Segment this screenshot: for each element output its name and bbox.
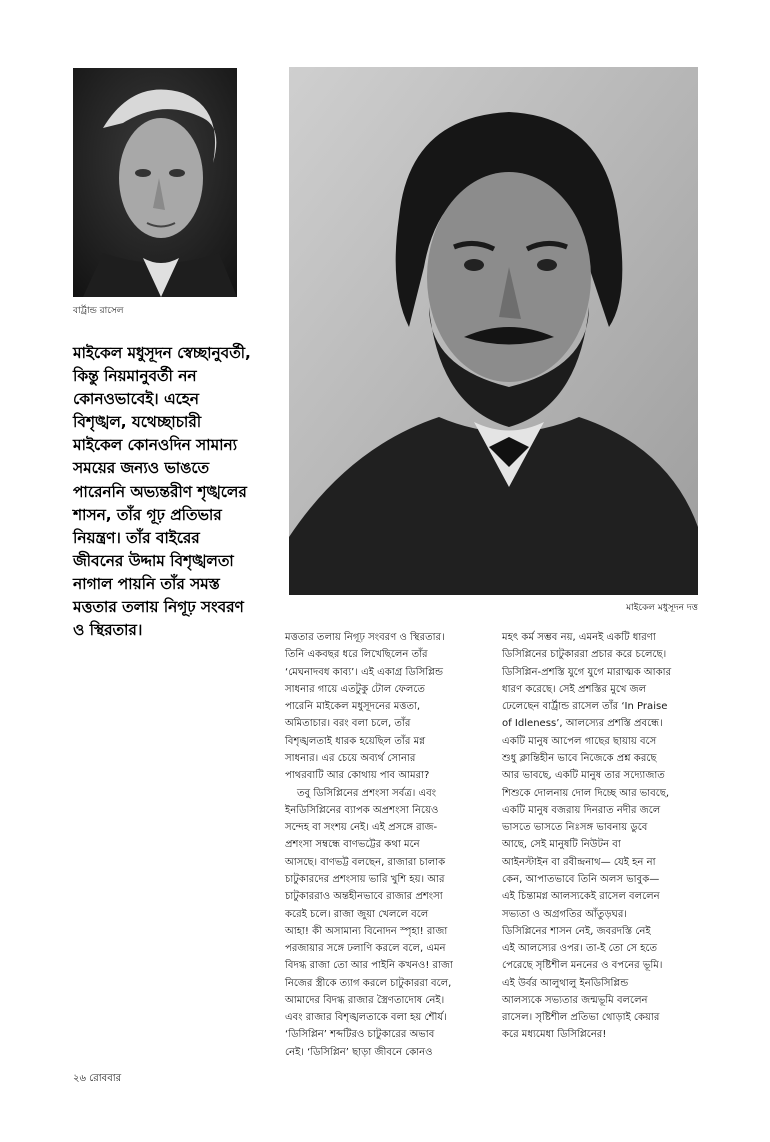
column-1-line: পরজায়ার সঙ্গে ঢলাণি করলে বলে, এমন xyxy=(285,943,446,955)
column-2-line: পেরেছে সৃষ্টিশীল মননের ও বপনের ভূমি। xyxy=(502,960,663,972)
column-2-line: আলস্যকে সভ্যতার জন্মভূমি বললেন xyxy=(502,994,648,1006)
column-2-line: একটি মানুষ বজরায় দিনরাত নদীর জলে xyxy=(502,804,661,816)
column-2-line: ডিসিপ্লিন-প্রশস্তি যুগে যুগে মারাত্মক আকার xyxy=(502,666,672,678)
column-1-line: করেই চলে। রাজা জুয়া খেললে বলে xyxy=(285,908,429,920)
pull-quote-line: বিশৃঙ্খল, যথেচ্ছাচারী xyxy=(73,413,202,432)
pull-quote-line: মত্ততার তলায় নিগূঢ় সংবরণ xyxy=(73,598,244,617)
column-2-line: শিশুকে দোলনায় দোল দিচ্ছে আর ভাবছে, xyxy=(502,787,670,799)
column-1-line: পারেনি মাইকেল মধুসূদনের মত্ততা, xyxy=(285,701,421,713)
russell-caption: বার্ট্রান্ড রাসেল xyxy=(73,306,124,316)
pull-quote-line: নাগাল পায়নি তাঁর সমস্ত xyxy=(73,574,220,593)
column-1-line: পাথরবাটি আর কোথায় পাব আমরা? xyxy=(285,770,430,782)
column-2-line: ভাসতে ভাসতে নিঃসঙ্গ ভাবনায় ডুবে xyxy=(502,822,648,834)
pull-quote-line: পারেননি অভ্যন্তরীণ শৃঙ্খলের xyxy=(73,482,247,501)
column-1-line: সন্দেহ বা সংশয় নেই। এই প্রসঙ্গে রাজ- xyxy=(285,822,438,834)
column-1-line: সাধনার গায়ে এতটুকু টোল ফেলতে xyxy=(285,683,425,695)
column-1-line: আসছে। বাণভট্ট বলছেন, রাজারা চালাক xyxy=(285,856,446,868)
column-1-line: তিনি একবছর ধরে লিখেছিলেন তাঁর xyxy=(285,649,428,661)
column-2-line: আছে, সেই মানুষটি নিউটন বা xyxy=(502,839,621,851)
column-1-line: অমিতাচার। বরং বলা চলে, তাঁর xyxy=(285,718,411,730)
column-1-line: চাটুকাররাও অন্তহীনভাবে রাজার প্রশংসা xyxy=(285,891,443,903)
column-2-line: ডিসিপ্লিনের শাসন নেই, জবরদস্তি নেই xyxy=(502,925,651,937)
column-2-line: আর ভাবছে, একটি মানুষ তার সদ্যোজাত xyxy=(502,770,665,782)
column-2-line: করে মধ্যমেধা ডিসিপ্লিনের! xyxy=(502,1029,607,1041)
article-column-1 xyxy=(285,629,490,1061)
column-2-line: of Idleness’, আলস্যের প্রশস্তি প্রবন্ধে। xyxy=(502,718,663,730)
column-1-line: বিদগ্ধ রাজা তো আর পাইনি কখনও! রাজা xyxy=(285,960,453,972)
michael-madhusudan-portrait xyxy=(289,67,698,595)
pull-quote-line: মাইকেল মধুসূদন স্বেচ্ছানুবর্তী, xyxy=(73,344,251,362)
column-1-line: আহা! কী অসামান্য বিনোদন স্পৃহা! রাজা xyxy=(285,925,448,937)
column-1-line: তবু ডিসিপ্লিনের প্রশংসা সর্বত্র। এবং xyxy=(297,787,437,799)
pull-quote-line: মাইকেল কোনওদিন সামান্য xyxy=(73,436,238,455)
pull-quote-line: সময়ের জন্যও ভাঙতে xyxy=(73,459,210,478)
column-2-line: আইনস্টাইন বা রবীন্দ্রনাথ— যেই হন না xyxy=(502,856,656,868)
column-2-line: এই আলস্যের ওপর। তা-ই তো সে হতে xyxy=(502,943,658,955)
pull-quote-line: শাসন, তাঁর গূঢ় প্রতিভার xyxy=(73,505,222,524)
pull-quote-line: নিয়ন্ত্রণ। তাঁর বাইরের xyxy=(73,528,200,547)
column-1-line: নেই। ‘ডিসিপ্লিন’ ছাড়া জীবনে কোনও xyxy=(285,1046,433,1058)
article-column-2 xyxy=(502,629,707,1044)
column-1-line: আমাদের বিদগ্ধ রাজার স্ত্রৈণতাদোষ নেই। xyxy=(285,994,445,1006)
column-2-line: ঢেলেছেন বার্ট্রান্ড রাসেল তাঁর ‘In Praise xyxy=(502,701,668,713)
column-2-line: রাসেল। সৃষ্টিশীল প্রতিভা থোড়াই কেয়ার xyxy=(502,1012,660,1024)
madhusudan-caption: মাইকেল মধুসূদন দত্ত xyxy=(626,603,698,613)
column-2-line: সভ্যতা ও অগ্রগতির আঁতুড়ঘর। xyxy=(502,908,627,920)
pull-quote xyxy=(73,342,298,642)
column-1-line: ‘ডিসিপ্লিন’ শব্দটিরও চাটুকারের অভাব xyxy=(285,1029,435,1041)
bertrand-russell-photo xyxy=(73,68,237,297)
column-2-line: মহৎ কর্ম সম্ভব নয়, এমনই একটি ধারণা xyxy=(502,632,656,643)
column-1-line: ‘মেঘনাদবধ কাব্য’। এই একাগ্র ডিসিপ্লিন্ড xyxy=(285,666,443,678)
pull-quote-line: কিন্তু নিয়মানুবর্তী নন xyxy=(73,367,197,386)
column-1-line: ইনডিসিপ্লিনের ব্যাপক অপ্রশংসা নিয়েও xyxy=(285,804,439,816)
column-2-line: এই চিন্তামগ্ন আলস্যকেই রাসেল বললেন xyxy=(502,891,660,903)
pull-quote-line: জীবনের উদ্দাম বিশৃঙ্খলতা xyxy=(73,551,234,570)
column-1-line: নিজের স্ত্রীকে ত্যাগ করলে চাটুকাররা বলে, xyxy=(285,977,452,989)
column-2-line: ডিসিপ্লিনের চাটুকাররা প্রচার করে চলেছে। xyxy=(502,649,667,661)
column-2-line: এই উর্বর আলুথালু ইনডিসিপ্লিন্ড xyxy=(502,977,629,989)
pull-quote-line: কোনওভাবেই। এহেন xyxy=(73,390,199,409)
column-1-line: চাটুকারদের প্রশংসায় ভারি খুশি হয়। আর xyxy=(285,873,445,885)
column-1-line: সাধনার। এর চেয়ে অব্যর্থ সোনার xyxy=(285,752,416,764)
column-1-line: এবং রাজার বিশৃঙ্খলতাকে বলা হয় শৌর্য। xyxy=(285,1012,447,1024)
column-1-line: মত্ততার তলায় নিগূঢ় সংবরণ ও স্থিরতার। xyxy=(285,632,445,643)
column-2-line: কেন, আপাতভাবে তিনি অলস ভাবুক— xyxy=(502,873,660,885)
column-1-line: বিশৃঙ্খলতাই ধারক হয়েছিল তাঁর মগ্ন xyxy=(285,735,426,747)
pull-quote-line: ও স্থিরতার। xyxy=(73,621,143,640)
page-folio: ২৬ রোববার xyxy=(73,1073,122,1084)
column-1-line: প্রশংসা সম্বন্ধে বাণভট্টের কথা মনে xyxy=(285,839,420,851)
column-2-line: শুধু ক্লান্তিহীন ভাবে নিজেকে প্রশ্ন করছে xyxy=(502,752,657,764)
column-2-line: একটি মানুষ আপেল গাছের ছায়ায় বসে xyxy=(502,735,657,747)
column-2-line: ধারণ করেছে। সেই প্রশস্তির মুখে জল xyxy=(502,683,647,695)
